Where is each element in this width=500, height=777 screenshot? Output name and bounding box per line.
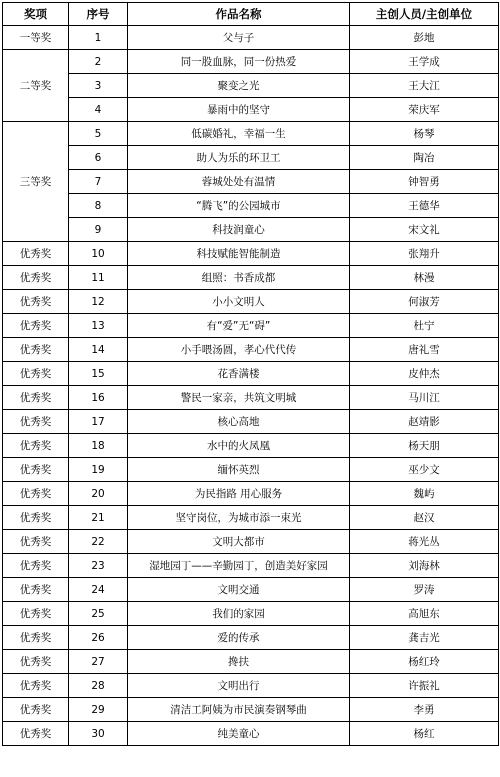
number-cell: 28 xyxy=(69,674,128,698)
table-row xyxy=(3,98,499,122)
table-row xyxy=(3,626,499,650)
work-title-cell: 核心高地 xyxy=(128,410,350,434)
award-cell: 优秀奖 xyxy=(3,674,69,698)
table-row xyxy=(3,50,499,74)
number-cell: 24 xyxy=(69,578,128,602)
work-title-cell: 暴雨中的坚守 xyxy=(128,98,350,122)
award-cell: 优秀奖 xyxy=(3,338,69,362)
number-cell: 6 xyxy=(69,146,128,170)
table-row xyxy=(3,650,499,674)
number-cell: 21 xyxy=(69,506,128,530)
work-title-cell: 科技润童心 xyxy=(128,218,350,242)
creator-cell: 林漫 xyxy=(350,266,499,290)
number-cell: 29 xyxy=(69,698,128,722)
creator-cell: 皮仲杰 xyxy=(350,362,499,386)
work-title-cell: 水中的火凤凰 xyxy=(128,434,350,458)
creator-cell: 巫少文 xyxy=(350,458,499,482)
table-row xyxy=(3,698,499,722)
number-cell: 1 xyxy=(69,26,128,50)
work-title-cell: 有“爱”无“碍” xyxy=(128,314,350,338)
work-title-cell: 文明出行 xyxy=(128,674,350,698)
number-cell: 15 xyxy=(69,362,128,386)
award-cell: 优秀奖 xyxy=(3,698,69,722)
number-cell: 11 xyxy=(69,266,128,290)
work-title-cell: 纯美童心 xyxy=(128,722,350,746)
award-cell: 优秀奖 xyxy=(3,482,69,506)
award-winners-table xyxy=(2,2,499,746)
creator-cell: 杜宁 xyxy=(350,314,499,338)
table-row xyxy=(3,410,499,434)
number-cell: 13 xyxy=(69,314,128,338)
award-cell: 优秀奖 xyxy=(3,314,69,338)
number-cell: 3 xyxy=(69,74,128,98)
table-row xyxy=(3,194,499,218)
work-title-cell: 小手喂汤圆，孝心代代传 xyxy=(128,338,350,362)
award-cell: 优秀奖 xyxy=(3,434,69,458)
work-title-cell: “腾飞”的公园城市 xyxy=(128,194,350,218)
creator-cell: 杨红玲 xyxy=(350,650,499,674)
number-cell: 12 xyxy=(69,290,128,314)
work-title-cell: 坚守岗位，为城市添一束光 xyxy=(128,506,350,530)
work-title-cell: 警民一家亲，共筑文明城 xyxy=(128,386,350,410)
number-cell: 19 xyxy=(69,458,128,482)
creator-cell: 蒋光丛 xyxy=(350,530,499,554)
number-cell: 2 xyxy=(69,50,128,74)
table-row xyxy=(3,290,499,314)
creator-cell: 刘海林 xyxy=(350,554,499,578)
header-work-title: 作品名称 xyxy=(128,3,350,26)
table-row xyxy=(3,434,499,458)
creator-cell: 杨琴 xyxy=(350,122,499,146)
number-cell: 7 xyxy=(69,170,128,194)
table-row xyxy=(3,314,499,338)
number-cell: 25 xyxy=(69,602,128,626)
table-row xyxy=(3,362,499,386)
creator-cell: 赵汉 xyxy=(350,506,499,530)
award-cell: 优秀奖 xyxy=(3,362,69,386)
work-title-cell: 清洁工阿姨为市民演奏钢琴曲 xyxy=(128,698,350,722)
table-row xyxy=(3,338,499,362)
header-row xyxy=(3,3,499,26)
header-creator: 主创人员/主创单位 xyxy=(350,3,499,26)
table-row xyxy=(3,170,499,194)
table-row xyxy=(3,458,499,482)
award-cell: 优秀奖 xyxy=(3,554,69,578)
number-cell: 10 xyxy=(69,242,128,266)
award-cell: 优秀奖 xyxy=(3,410,69,434)
award-cell: 优秀奖 xyxy=(3,626,69,650)
creator-cell: 王大江 xyxy=(350,74,499,98)
creator-cell: 龚吉光 xyxy=(350,626,499,650)
work-title-cell: 我们的家园 xyxy=(128,602,350,626)
creator-cell: 彭地 xyxy=(350,26,499,50)
table-row xyxy=(3,674,499,698)
work-title-cell: 小小文明人 xyxy=(128,290,350,314)
table-row xyxy=(3,386,499,410)
work-title-cell: 为民指路 用心服务 xyxy=(128,482,350,506)
award-cell: 优秀奖 xyxy=(3,386,69,410)
award-cell: 优秀奖 xyxy=(3,530,69,554)
table-row xyxy=(3,602,499,626)
award-cell: 优秀奖 xyxy=(3,458,69,482)
creator-cell: 何淑芳 xyxy=(350,290,499,314)
work-title-cell: 湿地园丁——辛勤园丁，创造美好家园 xyxy=(128,554,350,578)
table-row xyxy=(3,722,499,746)
work-title-cell: 文明交通 xyxy=(128,578,350,602)
award-cell: 优秀奖 xyxy=(3,266,69,290)
work-title-cell: 低碳婚礼，幸福一生 xyxy=(128,122,350,146)
award-cell: 优秀奖 xyxy=(3,242,69,266)
award-cell: 优秀奖 xyxy=(3,602,69,626)
number-cell: 16 xyxy=(69,386,128,410)
table-row xyxy=(3,530,499,554)
table-row xyxy=(3,218,499,242)
number-cell: 18 xyxy=(69,434,128,458)
number-cell: 4 xyxy=(69,98,128,122)
award-cell: 一等奖 xyxy=(3,26,69,50)
creator-cell: 张翔升 xyxy=(350,242,499,266)
award-cell: 优秀奖 xyxy=(3,290,69,314)
work-title-cell: 父与子 xyxy=(128,26,350,50)
work-title-cell: 花香满楼 xyxy=(128,362,350,386)
table-row xyxy=(3,266,499,290)
table-row xyxy=(3,242,499,266)
award-cell: 二等奖 xyxy=(3,50,69,122)
award-cell: 三等奖 xyxy=(3,122,69,242)
work-title-cell: 爱的传承 xyxy=(128,626,350,650)
work-title-cell: 蓉城处处有温情 xyxy=(128,170,350,194)
table-row xyxy=(3,122,499,146)
number-cell: 20 xyxy=(69,482,128,506)
number-cell: 14 xyxy=(69,338,128,362)
number-cell: 5 xyxy=(69,122,128,146)
work-title-cell: 搀扶 xyxy=(128,650,350,674)
number-cell: 30 xyxy=(69,722,128,746)
table-row xyxy=(3,506,499,530)
creator-cell: 李勇 xyxy=(350,698,499,722)
creator-cell: 马川江 xyxy=(350,386,499,410)
creator-cell: 陶冶 xyxy=(350,146,499,170)
table-row xyxy=(3,74,499,98)
header-number: 序号 xyxy=(69,3,128,26)
creator-cell: 荣庆军 xyxy=(350,98,499,122)
award-cell: 优秀奖 xyxy=(3,578,69,602)
number-cell: 8 xyxy=(69,194,128,218)
work-title-cell: 组照：书香成都 xyxy=(128,266,350,290)
work-title-cell: 助人为乐的环卫工 xyxy=(128,146,350,170)
work-title-cell: 同一股血脉，同一份热爱 xyxy=(128,50,350,74)
creator-cell: 罗涛 xyxy=(350,578,499,602)
creator-cell: 钟智勇 xyxy=(350,170,499,194)
table-row xyxy=(3,146,499,170)
table-row xyxy=(3,578,499,602)
creator-cell: 宋文礼 xyxy=(350,218,499,242)
creator-cell: 赵靖影 xyxy=(350,410,499,434)
creator-cell: 王德华 xyxy=(350,194,499,218)
creator-cell: 杨天朋 xyxy=(350,434,499,458)
table-row xyxy=(3,26,499,50)
creator-cell: 魏屿 xyxy=(350,482,499,506)
number-cell: 26 xyxy=(69,626,128,650)
work-title-cell: 缅怀英烈 xyxy=(128,458,350,482)
number-cell: 22 xyxy=(69,530,128,554)
table-row xyxy=(3,482,499,506)
work-title-cell: 文明大都市 xyxy=(128,530,350,554)
number-cell: 9 xyxy=(69,218,128,242)
number-cell: 27 xyxy=(69,650,128,674)
award-cell: 优秀奖 xyxy=(3,650,69,674)
creator-cell: 高旭东 xyxy=(350,602,499,626)
creator-cell: 杨红 xyxy=(350,722,499,746)
creator-cell: 王学成 xyxy=(350,50,499,74)
table-row xyxy=(3,554,499,578)
work-title-cell: 聚变之光 xyxy=(128,74,350,98)
table-body xyxy=(3,26,499,746)
number-cell: 17 xyxy=(69,410,128,434)
award-cell: 优秀奖 xyxy=(3,506,69,530)
number-cell: 23 xyxy=(69,554,128,578)
creator-cell: 许振礼 xyxy=(350,674,499,698)
award-cell: 优秀奖 xyxy=(3,722,69,746)
header-award: 奖项 xyxy=(3,3,69,26)
creator-cell: 唐礼雪 xyxy=(350,338,499,362)
work-title-cell: 科技赋能智能制造 xyxy=(128,242,350,266)
